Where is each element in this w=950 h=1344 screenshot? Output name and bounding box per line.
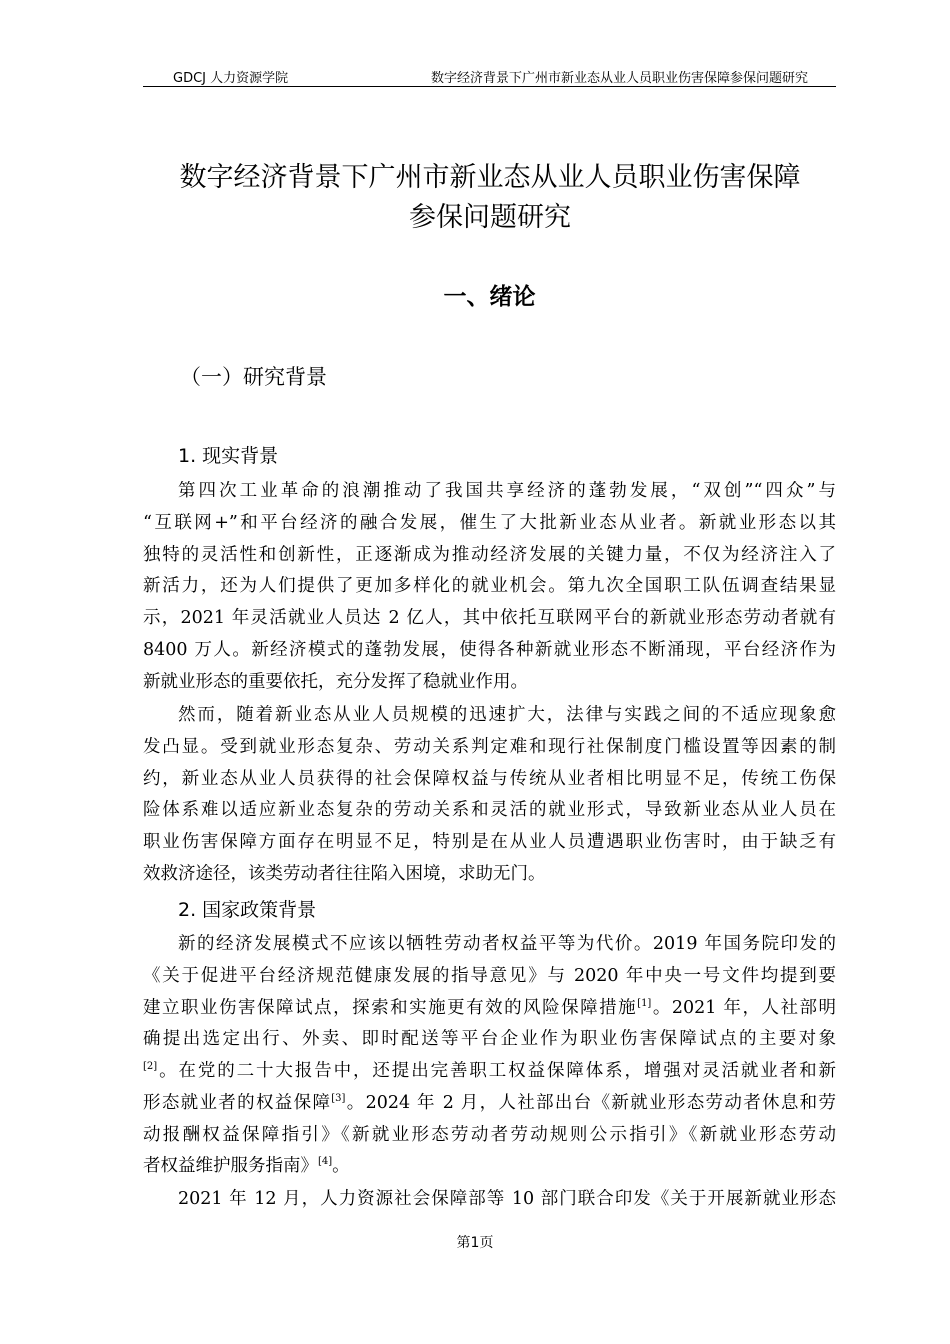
page-number: 第1页	[456, 1235, 494, 1251]
paragraph-3	[143, 929, 836, 1183]
footnote-ref-2[interactable]: [2]	[143, 1061, 158, 1073]
paragraph-line: 确提出选定出行、外卖、即时配送等平台企业作为职业伤害保障试点的主要对象	[143, 1029, 836, 1050]
part-heading-1: 1. 现实背景	[178, 445, 279, 467]
paragraph-line: 建立职业伤害保障试点，探索和实施更有效的风险保障措施[1]。2021 年，人社部明	[143, 997, 836, 1018]
paragraph-line: 示，2021 年灵活就业人员达 2 亿人，其中依托互联网平台的新就业形态劳动者就有	[143, 608, 836, 628]
section-heading: 一、绪论	[443, 284, 536, 310]
paragraph-line: “互联网+”和平台经济的融合发展，催生了大批新业态从业者。新就业形态以其	[143, 512, 836, 533]
paragraph-1	[143, 476, 836, 698]
paragraph-line: 职业伤害保障方面存在明显不足，特别是在从业人员遭遇职业伤害时，由于缺乏有	[143, 832, 836, 852]
paper-title-line-1: 数字经济背景下广州市新业态从业人员职业伤害保障	[179, 162, 801, 193]
footnote-ref-4[interactable]: [4]	[318, 1156, 333, 1168]
paragraph-line: 动报酬权益保障指引》《新就业形态劳动者劳动规则公示指引》《新就业形态劳动	[143, 1124, 836, 1145]
paragraph-line: 然而，随着新业态从业人员规模的迅速扩大，法律与实践之间的不适应现象愈	[178, 705, 836, 725]
paragraph-line: 新就业形态的重要依托，充分发挥了稳就业作用。	[143, 671, 528, 692]
header-paper-title: 数字经济背景下广州市新业态从业人员职业伤害保障参保问题研究	[430, 71, 808, 86]
paragraph-line: 新活力，还为人们提供了更加多样化的就业机会。第九次全国职工队伍调查结果显	[143, 576, 836, 597]
paragraph-line: 第四次工业革命的浪潮推动了我国共享经济的蓬勃发展，“双创”“四众”与	[178, 481, 836, 501]
paragraph-line: 新的经济发展模式不应该以牺牲劳动者权益平等为代价。2019 年国务院印发的	[178, 934, 836, 954]
paragraph-line: [2]。在党的二十大报告中，还提出完善职工权益保障体系，增强对灵活就业者和新	[143, 1061, 836, 1081]
running-header	[143, 62, 836, 87]
paragraph-line: 效救济途径，该类劳动者往往陷入困境，求助无门。	[143, 863, 546, 884]
paragraph-line: 独特的灵活性和创新性，正逐渐成为推动经济发展的关键力量，不仅为经济注入了	[143, 544, 836, 565]
paragraph-line: 发凸显。受到就业形态复杂、劳动关系判定难和现行社保制度门槛设置等因素的制	[143, 736, 836, 757]
paragraph-2	[143, 700, 836, 891]
paper-title-line-2: 参保问题研究	[409, 202, 571, 233]
paragraph-line: 《关于促进平台经济规范健康发展的指导意见》与 2020 年中央一号文件均提到要	[143, 965, 836, 986]
header-institution: GDCJ 人力资源学院	[173, 71, 289, 86]
paragraph-line: 2021 年 12 月，人力资源社会保障部等 10 部门联合印发《关于开展新就业形态	[178, 1189, 836, 1209]
footnote-ref-1[interactable]: [1]	[637, 997, 652, 1009]
paragraph-line: 8400 万人。新经济模式的蓬勃发展，使得各种新就业形态不断涌现，平台经济作为	[143, 639, 836, 660]
paragraph-line: 形态就业者的权益保障[3]。2024 年 2 月，人社部出台《新就业形态劳动者休息和劳	[143, 1092, 837, 1113]
paragraph-line: 险体系难以适应新业态复杂的劳动关系和灵活的就业形式，导致新业态从业人员在	[143, 800, 836, 821]
paragraph-line: 约，新业态从业人员获得的社会保障权益与传统从业者相比明显不足，传统工伤保	[143, 768, 836, 789]
paragraph-4	[143, 1184, 836, 1216]
part-heading-2: 2. 国家政策背景	[178, 899, 317, 921]
subsection-heading: （一）研究背景	[180, 365, 327, 389]
footnote-ref-3[interactable]: [3]	[331, 1092, 346, 1104]
paragraph-line: 者权益维护服务指南》[4]。	[143, 1156, 350, 1177]
